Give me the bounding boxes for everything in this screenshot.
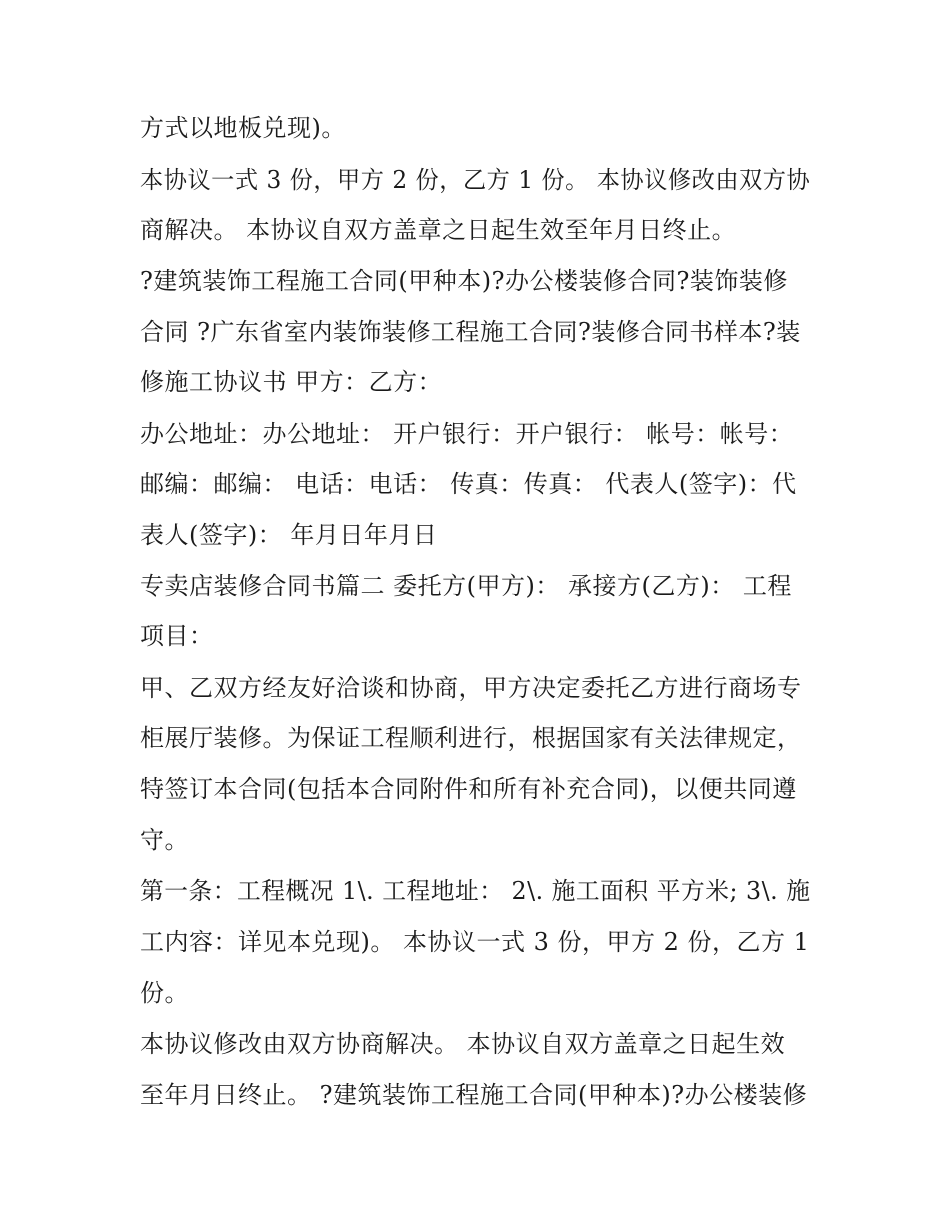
text-line: 本协议修改由双方协商解决。 本协议自双方盖章之日起生效 bbox=[140, 1030, 786, 1058]
text-line: 合同 ?广东省室内装饰装修工程施工合同?装修合同书样本?装 bbox=[140, 318, 801, 346]
text-line: ?建筑装饰工程施工合同(甲种本)?办公楼装修合同?装饰装修 bbox=[140, 267, 788, 295]
text-line: 第一条：工程概况 1\. 工程地址： 2\. 施工面积 平方米; 3\. 施 bbox=[140, 877, 811, 905]
text-line: 工内容：详见本兑现)。 本协议一式 3 份，甲方 2 份，乙方 1 bbox=[140, 928, 810, 956]
text-line: 至年月日终止。 ?建筑装饰工程施工合同(甲种本)?办公楼装修 bbox=[140, 1081, 808, 1109]
text-line: 商解决。 本协议自双方盖章之日起生效至年月日终止。 bbox=[140, 216, 737, 244]
text-line: 表人(签字)： 年月日年月日 bbox=[140, 521, 438, 549]
text-line: 办公地址：办公地址： 开户银行：开户银行： 帐号：帐号： bbox=[140, 420, 794, 448]
text-line: 甲、乙双方经友好洽谈和协商，甲方决定委托乙方进行商场专 bbox=[140, 674, 802, 702]
text-line: 专卖店装修合同书篇二 委托方(甲方)： 承接方(乙方)： 工程 bbox=[140, 572, 792, 600]
text-line: 守。 bbox=[140, 826, 189, 854]
text-line: 项目： bbox=[140, 622, 214, 650]
text-line: 修施工协议书 甲方：乙方： bbox=[140, 368, 443, 396]
text-line: 特签订本合同(包括本合同附件和所有补充合同)，以便共同遵 bbox=[140, 775, 797, 803]
text-line: 柜展厅装修。为保证工程顺利进行，根据国家有关法律规定， bbox=[140, 724, 802, 752]
text-line: 邮编：邮编： 电话：电话： 传真：传真： 代表人(签字)：代 bbox=[140, 470, 797, 498]
text-line: 方式以地板兑现)。 bbox=[140, 114, 346, 142]
text-line: 份。 bbox=[140, 979, 189, 1007]
text-line: 本协议一式 3 份，甲方 2 份，乙方 1 份。 本协议修改由双方协 bbox=[140, 166, 811, 194]
